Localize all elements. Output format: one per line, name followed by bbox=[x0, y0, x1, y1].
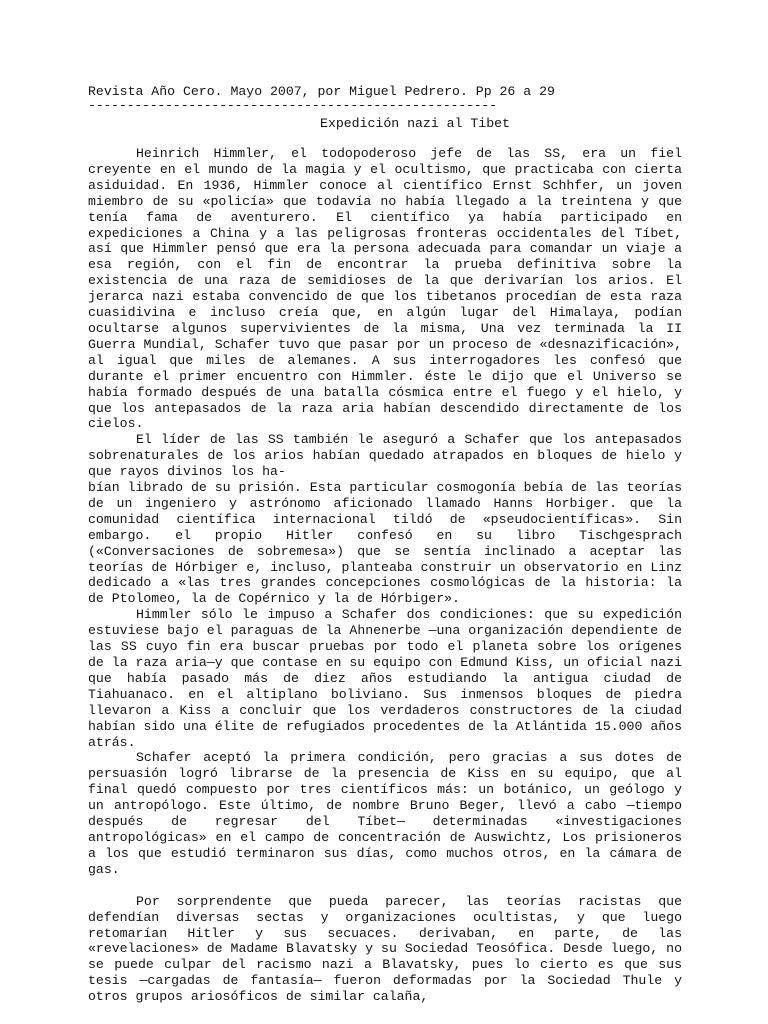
document-page bbox=[88, 84, 682, 1005]
paragraph-1: Heinrich Himmler, el todopoderoso jefe de las SS, era un fiel creyente en el mundo de la magia y el ocultismo, que practicaba con cierta asiduidad. En 1936, Himmler conoce al científico Ernst Schhfer, un joven miembro de su «policía» que todavía no había llegado a la treintena y que tenía fama de aventurero. El científico ya había participado en expediciones a China y a las peligrosas fronteras occidentales del Tíbet, así que Himmler pensó que era la persona adecuada para comandar un viaje a esa región, con el fin de encontrar la prueba definitiva sobre la existencia de una raza de semidioses de la que derivarían los arios. El jerarca nazi estaba convencido de que los tibetanos procedían de esta raza cuasidivina e incluso creía que, en algún lugar del Himalaya, podían ocultarse algunos supervivientes de la misma, Una vez terminada la II Guerra Mundial, Schafer tuvo que pasar por un proceso de «desnazificación», al igual que miles de alemanes. A sus interrogadores les confesó que durante el primer encuentro con Himmler. éste le dijo que el Universo se había formado después de una batalla cósmica entre el fuego y el hielo, y que los antepasados de la raza aria habían descendido directamente de los cielos. bbox=[88, 146, 682, 432]
separator-rule: ----------------------------------------------------- bbox=[88, 98, 497, 113]
paragraph-3: bían librado de su prisión. Esta particular cosmogonía bebía de las teorías de un ingeniero y astrónomo aficionado llamado Hanns Horbiger. que la comunidad científica internacional tildó de «pseudocientíficas». Sin embargo. el propio Hitler confesó en su libro Tischgesprach («Conversaciones de sobremesa») que se sentía inclinado a aceptar las teorías de Hórbiger e, incluso, planteaba construir un observatorio en Linz dedicado a «las tres grandes concepciones cosmológicas de la historia: la de Ptolomeo, la de Copérnico y la de Hórbiger». bbox=[88, 480, 682, 607]
article-title: Expedición nazi al Tibet bbox=[320, 116, 510, 131]
paragraph-2: El líder de las SS también le aseguró a Schafer que los antepasados sobrenaturales de los arios habían quedado atrapados en bloques de hielo y que rayos divinos los ha- bbox=[88, 432, 682, 480]
paragraph-4: Himmler sólo le impuso a Schafer dos condiciones: que su expedición estuviese bajo el paraguas de la Ahnenerbe —una organización dependiente de las SS cuyo fin era buscar pruebas por todo el planeta sobre los orígenes de la raza aria—y que contase en su equipo con Edmund Kiss, un oficial nazi que había pasado más de diez años estudiando la antigua ciudad de Tiahuanaco. en el altiplano boliviano. Sus inmensos bloques de piedra llevaron a Kiss a concluir que los verdaderos constructores de la ciudad habían sido una élite de refugiados procedentes de la Atlántida 15.000 años atrás. bbox=[88, 607, 682, 750]
paragraph-5: Schafer aceptó la primera condición, pero gracias a sus dotes de persuasión logró librarse de la presencia de Kiss en su equipo, que al final quedó compuesto por tres científicos más: un botánico, un geólogo y un antropólogo. Este último, de nombre Bruno Beger, llevó a cabo —tiempo después de regresar del Tíbet— determinadas «investigaciones antropológicas» en el campo de concentración de Auswichtz, Los prisioneros a los que estudió terminaron sus días, como muchos otros, en la cámara de gas. bbox=[88, 750, 682, 877]
source-line: Revista Año Cero. Mayo 2007, por Miguel Pedrero. Pp 26 a 29 bbox=[88, 84, 555, 99]
paragraph-6: Por sorprendente que pueda parecer, las teorías racistas que defendían diversas sectas y organizaciones ocultistas, y que luego retomarían Hitler y sus secuaces. derivaban, en parte, de las «revelaciones» de Madame Blavatsky y su Sociedad Teosófica. Desde luego, no se puede culpar del racismo nazi a Blavatsky, pues lo cierto es que sus tesis —cargadas de fantasía— fueron deformadas por la Sociedad Thule y otros grupos ariosóficos de similar calaña, bbox=[88, 893, 682, 1005]
